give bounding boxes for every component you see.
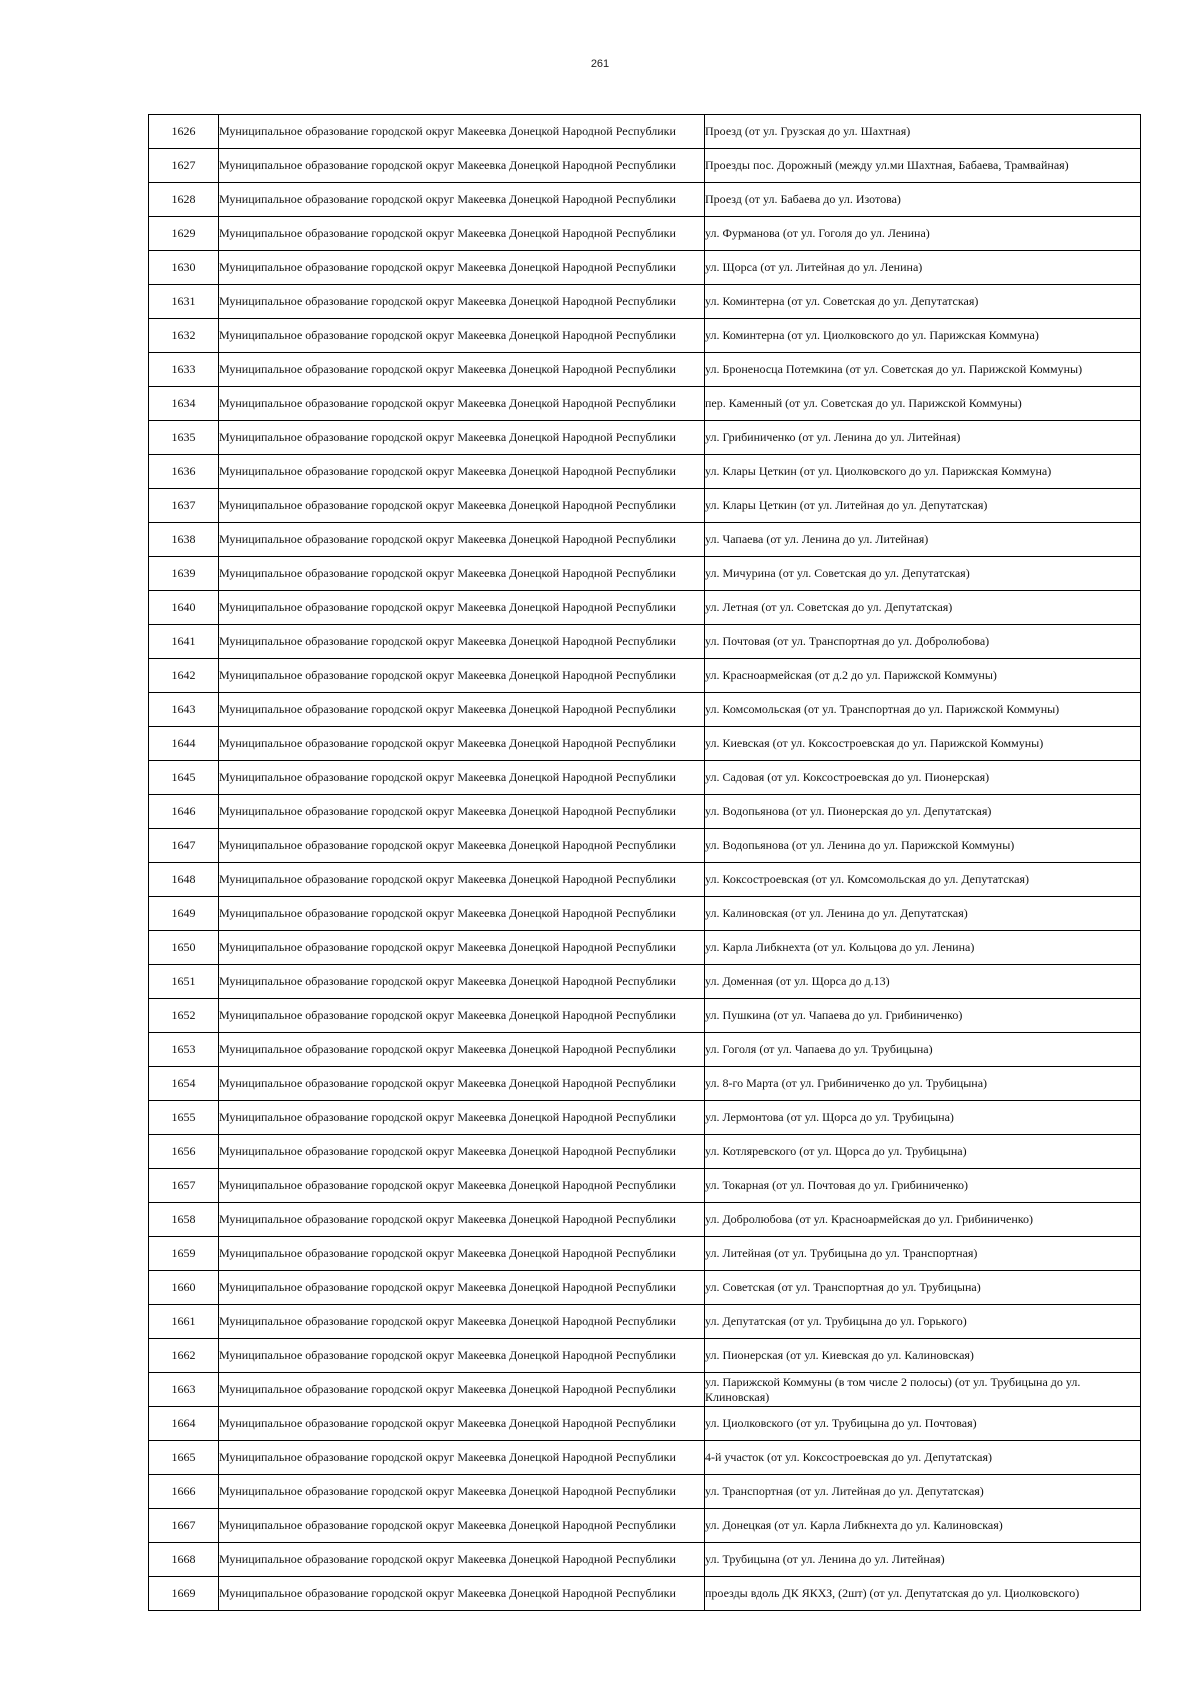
table-row <box>149 523 1141 557</box>
row-number-cell: 1650 <box>149 931 219 965</box>
municipality-cell: Муниципальное образование городской округ Макеевка Донецкой Народной Республики <box>219 1067 705 1101</box>
row-number-cell: 1661 <box>149 1305 219 1339</box>
table-row <box>149 319 1141 353</box>
row-number-cell: 1634 <box>149 387 219 421</box>
table-row <box>149 1339 1141 1373</box>
row-number-cell: 1627 <box>149 149 219 183</box>
row-number-cell: 1663 <box>149 1373 219 1407</box>
municipality-cell: Муниципальное образование городской округ Макеевка Донецкой Народной Республики <box>219 115 705 149</box>
road-section-cell: ул. Коксостроевская (от ул. Комсомольская до ул. Депутатская) <box>705 863 1141 897</box>
road-section-cell: ул. Советская (от ул. Транспортная до ул. Трубицына) <box>705 1271 1141 1305</box>
municipality-cell: Муниципальное образование городской округ Макеевка Донецкой Народной Республики <box>219 217 705 251</box>
road-section-cell: ул. Летная (от ул. Советская до ул. Депутатская) <box>705 591 1141 625</box>
table-row <box>149 115 1141 149</box>
row-number-cell: 1629 <box>149 217 219 251</box>
road-section-cell: ул. Токарная (от ул. Почтовая до ул. Грибиниченко) <box>705 1169 1141 1203</box>
table-row <box>149 1373 1141 1407</box>
municipality-cell: Муниципальное образование городской округ Макеевка Донецкой Народной Республики <box>219 1509 705 1543</box>
municipality-cell: Муниципальное образование городской округ Макеевка Донецкой Народной Республики <box>219 149 705 183</box>
row-number-cell: 1668 <box>149 1543 219 1577</box>
municipality-cell: Муниципальное образование городской округ Макеевка Донецкой Народной Республики <box>219 1271 705 1305</box>
table-row <box>149 455 1141 489</box>
row-number-cell: 1631 <box>149 285 219 319</box>
row-number-cell: 1655 <box>149 1101 219 1135</box>
municipality-cell: Муниципальное образование городской округ Макеевка Донецкой Народной Республики <box>219 761 705 795</box>
row-number-cell: 1637 <box>149 489 219 523</box>
municipality-cell: Муниципальное образование городской округ Макеевка Донецкой Народной Республики <box>219 625 705 659</box>
municipality-cell: Муниципальное образование городской округ Макеевка Донецкой Народной Республики <box>219 387 705 421</box>
municipality-cell: Муниципальное образование городской округ Макеевка Донецкой Народной Республики <box>219 999 705 1033</box>
municipality-cell: Муниципальное образование городской округ Макеевка Донецкой Народной Республики <box>219 251 705 285</box>
table-row <box>149 353 1141 387</box>
municipality-cell: Муниципальное образование городской округ Макеевка Донецкой Народной Республики <box>219 455 705 489</box>
row-number-cell: 1659 <box>149 1237 219 1271</box>
road-section-cell: ул. Комсомольская (от ул. Транспортная до ул. Парижской Коммуны) <box>705 693 1141 727</box>
municipality-cell: Муниципальное образование городской округ Макеевка Донецкой Народной Республики <box>219 965 705 999</box>
road-section-cell: пер. Каменный (от ул. Советская до ул. Парижской Коммуны) <box>705 387 1141 421</box>
row-number-cell: 1640 <box>149 591 219 625</box>
road-section-cell: Проезды пос. Дорожный (между ул.ми Шахтная, Бабаева, Трамвайная) <box>705 149 1141 183</box>
row-number-cell: 1635 <box>149 421 219 455</box>
road-section-cell: ул. Водопьянова (от ул. Пионерская до ул. Депутатская) <box>705 795 1141 829</box>
road-section-cell: ул. Гоголя (от ул. Чапаева до ул. Трубицына) <box>705 1033 1141 1067</box>
table-row <box>149 727 1141 761</box>
row-number-cell: 1656 <box>149 1135 219 1169</box>
road-section-cell: ул. Добролюбова (от ул. Красноармейская до ул. Грибиниченко) <box>705 1203 1141 1237</box>
row-number-cell: 1664 <box>149 1407 219 1441</box>
table-row <box>149 1577 1141 1611</box>
road-section-cell: ул. Коминтерна (от ул. Советская до ул. Депутатская) <box>705 285 1141 319</box>
road-section-cell: ул. Донецкая (от ул. Карла Либкнехта до ул. Калиновская) <box>705 1509 1141 1543</box>
row-number-cell: 1643 <box>149 693 219 727</box>
row-number-cell: 1649 <box>149 897 219 931</box>
municipality-cell: Муниципальное образование городской округ Макеевка Донецкой Народной Республики <box>219 931 705 965</box>
road-section-cell: ул. Доменная (от ул. Щорса до д.13) <box>705 965 1141 999</box>
row-number-cell: 1658 <box>149 1203 219 1237</box>
table-row <box>149 1441 1141 1475</box>
row-number-cell: 1666 <box>149 1475 219 1509</box>
road-section-cell: ул. Щорса (от ул. Литейная до ул. Ленина) <box>705 251 1141 285</box>
road-section-cell: ул. Чапаева (от ул. Ленина до ул. Литейная) <box>705 523 1141 557</box>
row-number-cell: 1642 <box>149 659 219 693</box>
road-section-cell: ул. Мичурина (от ул. Советская до ул. Депутатская) <box>705 557 1141 591</box>
road-section-cell: ул. Пушкина (от ул. Чапаева до ул. Грибиниченко) <box>705 999 1141 1033</box>
row-number-cell: 1648 <box>149 863 219 897</box>
table-row <box>149 387 1141 421</box>
municipality-cell: Муниципальное образование городской округ Макеевка Донецкой Народной Республики <box>219 1169 705 1203</box>
table-row <box>149 1135 1141 1169</box>
table-row <box>149 149 1141 183</box>
road-section-cell: ул. Депутатская (от ул. Трубицына до ул. Горького) <box>705 1305 1141 1339</box>
table-row <box>149 693 1141 727</box>
table-row <box>149 897 1141 931</box>
municipality-cell: Муниципальное образование городской округ Макеевка Донецкой Народной Республики <box>219 1441 705 1475</box>
row-number-cell: 1652 <box>149 999 219 1033</box>
road-section-cell: ул. Грибиниченко (от ул. Ленина до ул. Литейная) <box>705 421 1141 455</box>
row-number-cell: 1657 <box>149 1169 219 1203</box>
municipality-cell: Муниципальное образование городской округ Макеевка Донецкой Народной Республики <box>219 285 705 319</box>
row-number-cell: 1639 <box>149 557 219 591</box>
municipality-cell: Муниципальное образование городской округ Макеевка Донецкой Народной Республики <box>219 1577 705 1611</box>
table-row <box>149 863 1141 897</box>
table-row <box>149 1271 1141 1305</box>
road-section-cell: Проезд (от ул. Грузская до ул. Шахтная) <box>705 115 1141 149</box>
municipality-cell: Муниципальное образование городской округ Макеевка Донецкой Народной Республики <box>219 693 705 727</box>
road-section-cell: ул. Водопьянова (от ул. Ленина до ул. Парижской Коммуны) <box>705 829 1141 863</box>
municipality-cell: Муниципальное образование городской округ Макеевка Донецкой Народной Республики <box>219 1373 705 1407</box>
road-section-cell: ул. Котляревского (от ул. Щорса до ул. Трубицына) <box>705 1135 1141 1169</box>
municipality-cell: Муниципальное образование городской округ Макеевка Донецкой Народной Республики <box>219 489 705 523</box>
road-section-cell: ул. Фурманова (от ул. Гоголя до ул. Ленина) <box>705 217 1141 251</box>
road-section-cell: ул. Почтовая (от ул. Транспортная до ул. Добролюбова) <box>705 625 1141 659</box>
municipality-cell: Муниципальное образование городской округ Макеевка Донецкой Народной Республики <box>219 183 705 217</box>
road-section-cell: 4-й участок (от ул. Коксостроевская до ул. Депутатская) <box>705 1441 1141 1475</box>
row-number-cell: 1638 <box>149 523 219 557</box>
table-row <box>149 931 1141 965</box>
row-number-cell: 1647 <box>149 829 219 863</box>
row-number-cell: 1633 <box>149 353 219 387</box>
municipality-cell: Муниципальное образование городской округ Макеевка Донецкой Народной Республики <box>219 1135 705 1169</box>
municipality-cell: Муниципальное образование городской округ Макеевка Донецкой Народной Республики <box>219 795 705 829</box>
municipality-cell: Муниципальное образование городской округ Макеевка Донецкой Народной Республики <box>219 1475 705 1509</box>
road-section-cell: ул. Коминтерна (от ул. Циолковского до ул. Парижская Коммуна) <box>705 319 1141 353</box>
road-section-cell: ул. Циолковского (от ул. Трубицына до ул. Почтовая) <box>705 1407 1141 1441</box>
row-number-cell: 1653 <box>149 1033 219 1067</box>
road-section-cell: ул. Броненосца Потемкина (от ул. Советская до ул. Парижской Коммуны) <box>705 353 1141 387</box>
road-section-cell: ул. Пионерская (от ул. Киевская до ул. Калиновская) <box>705 1339 1141 1373</box>
table-row <box>149 1101 1141 1135</box>
road-section-cell: ул. 8-го Марта (от ул. Грибиниченко до ул. Трубицына) <box>705 1067 1141 1101</box>
municipality-cell: Муниципальное образование городской округ Макеевка Донецкой Народной Республики <box>219 863 705 897</box>
row-number-cell: 1628 <box>149 183 219 217</box>
municipality-cell: Муниципальное образование городской округ Макеевка Донецкой Народной Республики <box>219 1339 705 1373</box>
table-row <box>149 1033 1141 1067</box>
road-section-cell: ул. Клары Цеткин (от ул. Циолковского до ул. Парижская Коммуна) <box>705 455 1141 489</box>
row-number-cell: 1630 <box>149 251 219 285</box>
row-number-cell: 1645 <box>149 761 219 795</box>
municipality-cell: Муниципальное образование городской округ Макеевка Донецкой Народной Республики <box>219 1305 705 1339</box>
table-row <box>149 965 1141 999</box>
row-number-cell: 1641 <box>149 625 219 659</box>
table-row <box>149 1305 1141 1339</box>
road-section-cell: ул. Парижской Коммуны (в том числе 2 полосы) (от ул. Трубицына до ул. Клиновская) <box>705 1373 1141 1407</box>
row-number-cell: 1626 <box>149 115 219 149</box>
table-row <box>149 285 1141 319</box>
road-registry-table <box>148 114 1141 1611</box>
municipality-cell: Муниципальное образование городской округ Макеевка Донецкой Народной Республики <box>219 1407 705 1441</box>
row-number-cell: 1660 <box>149 1271 219 1305</box>
road-section-cell: ул. Трубицына (от ул. Ленина до ул. Литейная) <box>705 1543 1141 1577</box>
table-row <box>149 795 1141 829</box>
table-row <box>149 1067 1141 1101</box>
municipality-cell: Муниципальное образование городской округ Макеевка Донецкой Народной Республики <box>219 557 705 591</box>
table-row <box>149 251 1141 285</box>
row-number-cell: 1636 <box>149 455 219 489</box>
table-row <box>149 1407 1141 1441</box>
road-section-cell: ул. Киевская (от ул. Коксостроевская до ул. Парижской Коммуны) <box>705 727 1141 761</box>
road-section-cell: Проезд (от ул. Бабаева до ул. Изотова) <box>705 183 1141 217</box>
table-row <box>149 1203 1141 1237</box>
municipality-cell: Муниципальное образование городской округ Макеевка Донецкой Народной Республики <box>219 1101 705 1135</box>
row-number-cell: 1632 <box>149 319 219 353</box>
road-section-cell: проезды вдоль ДК ЯКХЗ, (2шт) (от ул. Депутатская до ул. Циолковского) <box>705 1577 1141 1611</box>
road-section-cell: ул. Калиновская (от ул. Ленина до ул. Депутатская) <box>705 897 1141 931</box>
page-number: 261 <box>590 58 610 70</box>
road-section-cell: ул. Красноармейская (от д.2 до ул. Парижской Коммуны) <box>705 659 1141 693</box>
row-number-cell: 1654 <box>149 1067 219 1101</box>
table-row <box>149 1543 1141 1577</box>
table-row <box>149 1169 1141 1203</box>
table-row <box>149 591 1141 625</box>
municipality-cell: Муниципальное образование городской округ Макеевка Донецкой Народной Республики <box>219 1237 705 1271</box>
road-section-cell: ул. Транспортная (от ул. Литейная до ул. Депутатская) <box>705 1475 1141 1509</box>
row-number-cell: 1651 <box>149 965 219 999</box>
municipality-cell: Муниципальное образование городской округ Макеевка Донецкой Народной Республики <box>219 523 705 557</box>
table-row <box>149 829 1141 863</box>
table-row <box>149 183 1141 217</box>
row-number-cell: 1669 <box>149 1577 219 1611</box>
municipality-cell: Муниципальное образование городской округ Макеевка Донецкой Народной Республики <box>219 591 705 625</box>
table-row <box>149 421 1141 455</box>
table-row <box>149 999 1141 1033</box>
table-row <box>149 625 1141 659</box>
municipality-cell: Муниципальное образование городской округ Макеевка Донецкой Народной Республики <box>219 319 705 353</box>
row-number-cell: 1646 <box>149 795 219 829</box>
row-number-cell: 1662 <box>149 1339 219 1373</box>
road-section-cell: ул. Литейная (от ул. Трубицына до ул. Транспортная) <box>705 1237 1141 1271</box>
row-number-cell: 1644 <box>149 727 219 761</box>
road-section-cell: ул. Клары Цеткин (от ул. Литейная до ул. Депутатская) <box>705 489 1141 523</box>
road-section-cell: ул. Лермонтова (от ул. Щорса до ул. Трубицына) <box>705 1101 1141 1135</box>
municipality-cell: Муниципальное образование городской округ Макеевка Донецкой Народной Республики <box>219 353 705 387</box>
municipality-cell: Муниципальное образование городской округ Макеевка Донецкой Народной Республики <box>219 1543 705 1577</box>
municipality-cell: Муниципальное образование городской округ Макеевка Донецкой Народной Республики <box>219 659 705 693</box>
table-row <box>149 1475 1141 1509</box>
municipality-cell: Муниципальное образование городской округ Макеевка Донецкой Народной Республики <box>219 897 705 931</box>
municipality-cell: Муниципальное образование городской округ Макеевка Донецкой Народной Республики <box>219 1203 705 1237</box>
municipality-cell: Муниципальное образование городской округ Макеевка Донецкой Народной Республики <box>219 727 705 761</box>
row-number-cell: 1665 <box>149 1441 219 1475</box>
road-section-cell: ул. Садовая (от ул. Коксостроевская до ул. Пионерская) <box>705 761 1141 795</box>
table-row <box>149 217 1141 251</box>
municipality-cell: Муниципальное образование городской округ Макеевка Донецкой Народной Республики <box>219 829 705 863</box>
table-row <box>149 1509 1141 1543</box>
table-row <box>149 761 1141 795</box>
row-number-cell: 1667 <box>149 1509 219 1543</box>
municipality-cell: Муниципальное образование городской округ Макеевка Донецкой Народной Республики <box>219 421 705 455</box>
municipality-cell: Муниципальное образование городской округ Макеевка Донецкой Народной Республики <box>219 1033 705 1067</box>
road-section-cell: ул. Карла Либкнехта (от ул. Кольцова до ул. Ленина) <box>705 931 1141 965</box>
table-row <box>149 489 1141 523</box>
table-row <box>149 659 1141 693</box>
table-body <box>149 115 1141 1611</box>
table-row <box>149 557 1141 591</box>
table-row <box>149 1237 1141 1271</box>
